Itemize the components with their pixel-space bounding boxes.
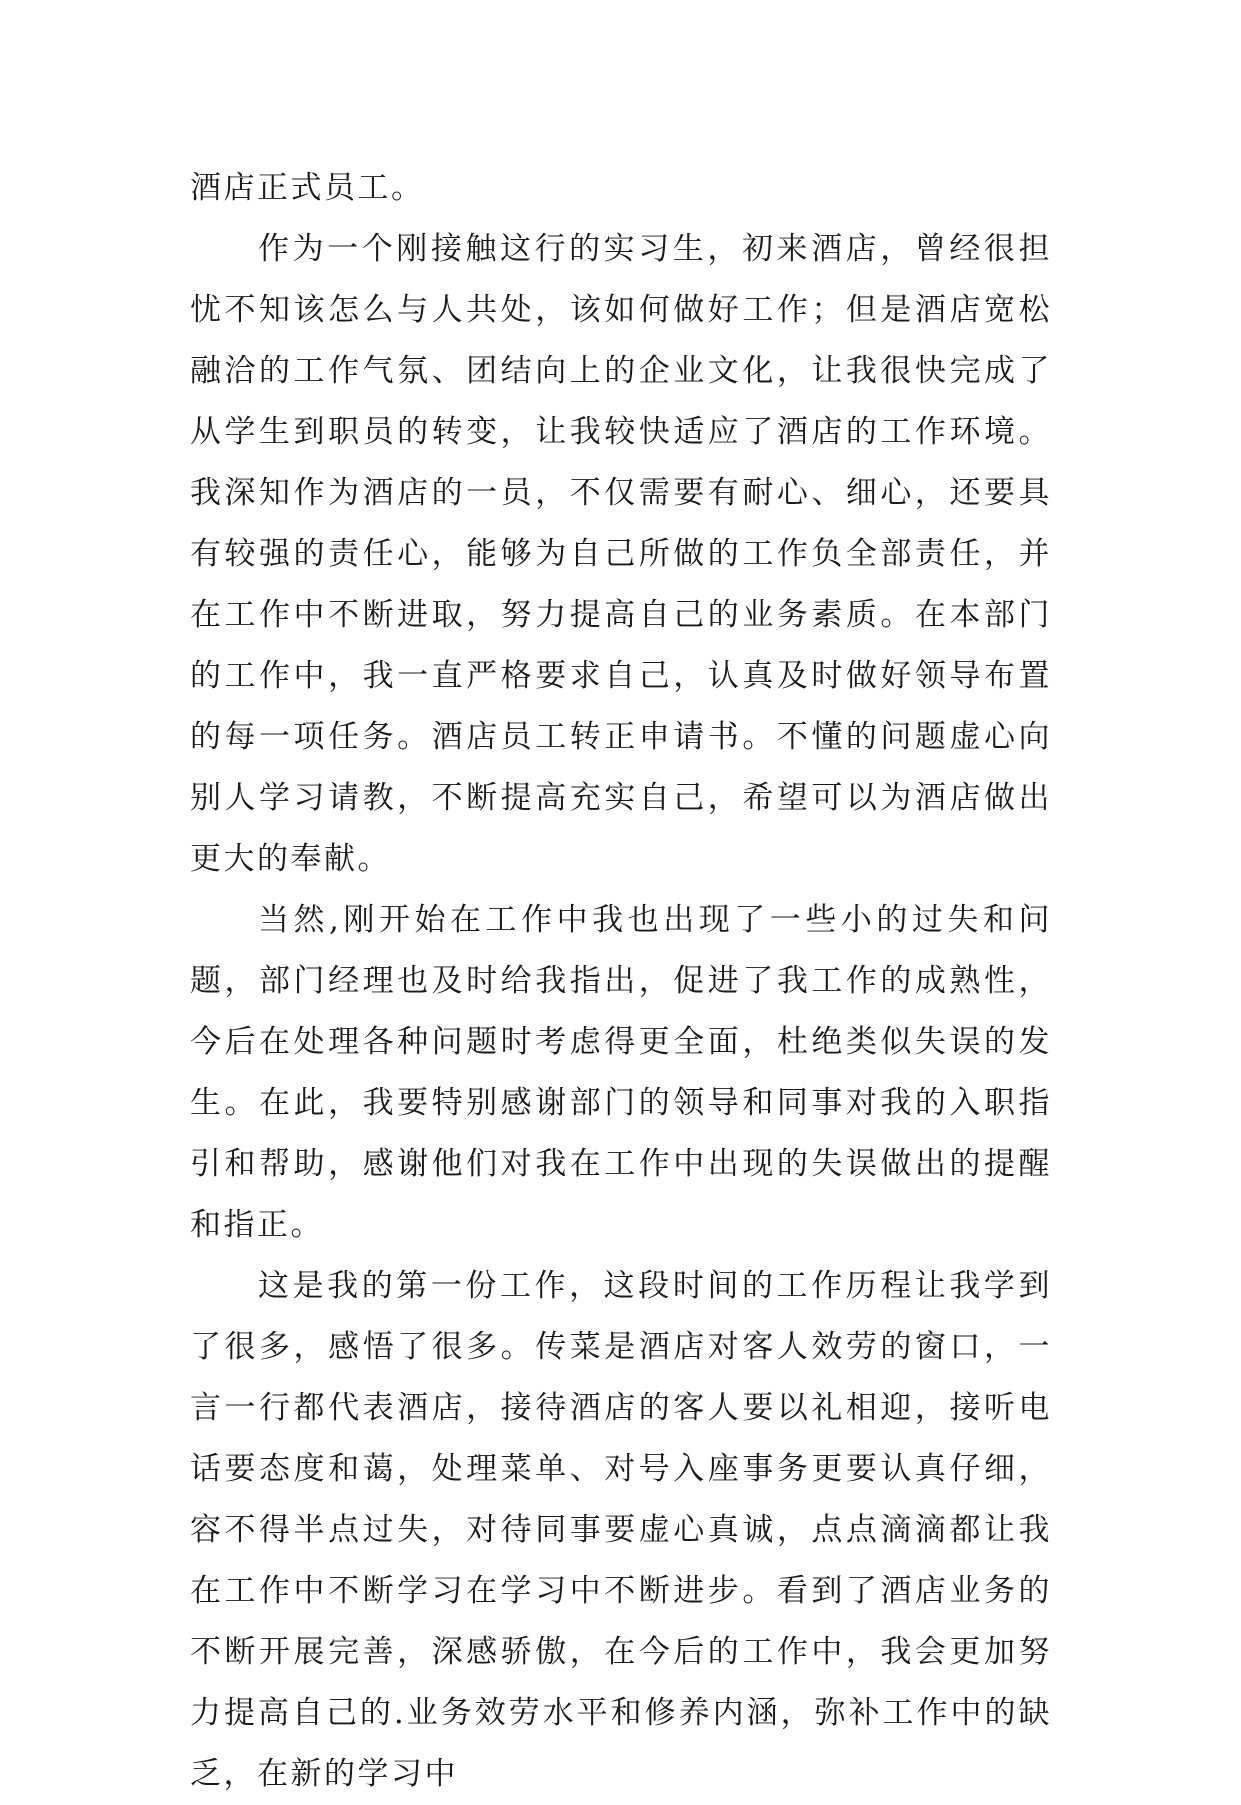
paragraph-intern-experience: 作为一个刚接触这行的实习生，初来酒店，曾经很担忧不知该怎么与人共处，该如何做好工作；但是酒店宽松融洽的工作气氛、团结向上的企业文化，让我很快完成了从学生到职员的转变，让我较快适应了酒店的工作环境。我深知作为酒店的一员，不仅需要有耐心、细心，还要具有较强的责任心，能够为自己所做的工作负全部责任，并在工作中不断进取，努力提高自己的业务素质。在本部门的工作中，我一直严格要求自己，认真及时做好领导布置的每一项任务。酒店员工转正申请书。不懂的问题虚心向别人学习请教，不断提高充实自己，希望可以为酒店做出更大的奉献。: [190, 231, 1052, 877]
paragraph-mistakes-and-thanks: 当然,刚开始在工作中我也出现了一些小的过失和问题，部门经理也及时给我指出，促进了我工作的成熟性，今后在处理各种问题时考虑得更全面，杜绝类似失误的发生。在此，我要特别感谢部门的领导和同事对我的入职指引和帮助，感谢他们对我在工作中出现的失误做出的提醒和指正。: [190, 902, 1052, 1243]
paragraph-first-job-reflection: 这是我的第一份工作，这段时间的工作历程让我学到了很多，感悟了很多。传菜是酒店对客人效劳的窗口，一言一行都代表酒店，接待酒店的客人要以礼相迎，接听电话要态度和蔼，处理菜单、对号入座事务更要认真仔细，容不得半点过失，对待同事要虚心真诚，点点滴滴都让我在工作中不断学习在学习中不断进步。看到了酒店业务的不断开展完善，深感骄傲，在今后的工作中，我会更加努力提高自己的.业务效劳水平和修养内涵，弥补工作中的缺乏，在新的学习中: [190, 1268, 1052, 1792]
paragraph-continuation: 酒店正式员工。: [190, 170, 425, 206]
document-body: [190, 158, 1052, 1805]
